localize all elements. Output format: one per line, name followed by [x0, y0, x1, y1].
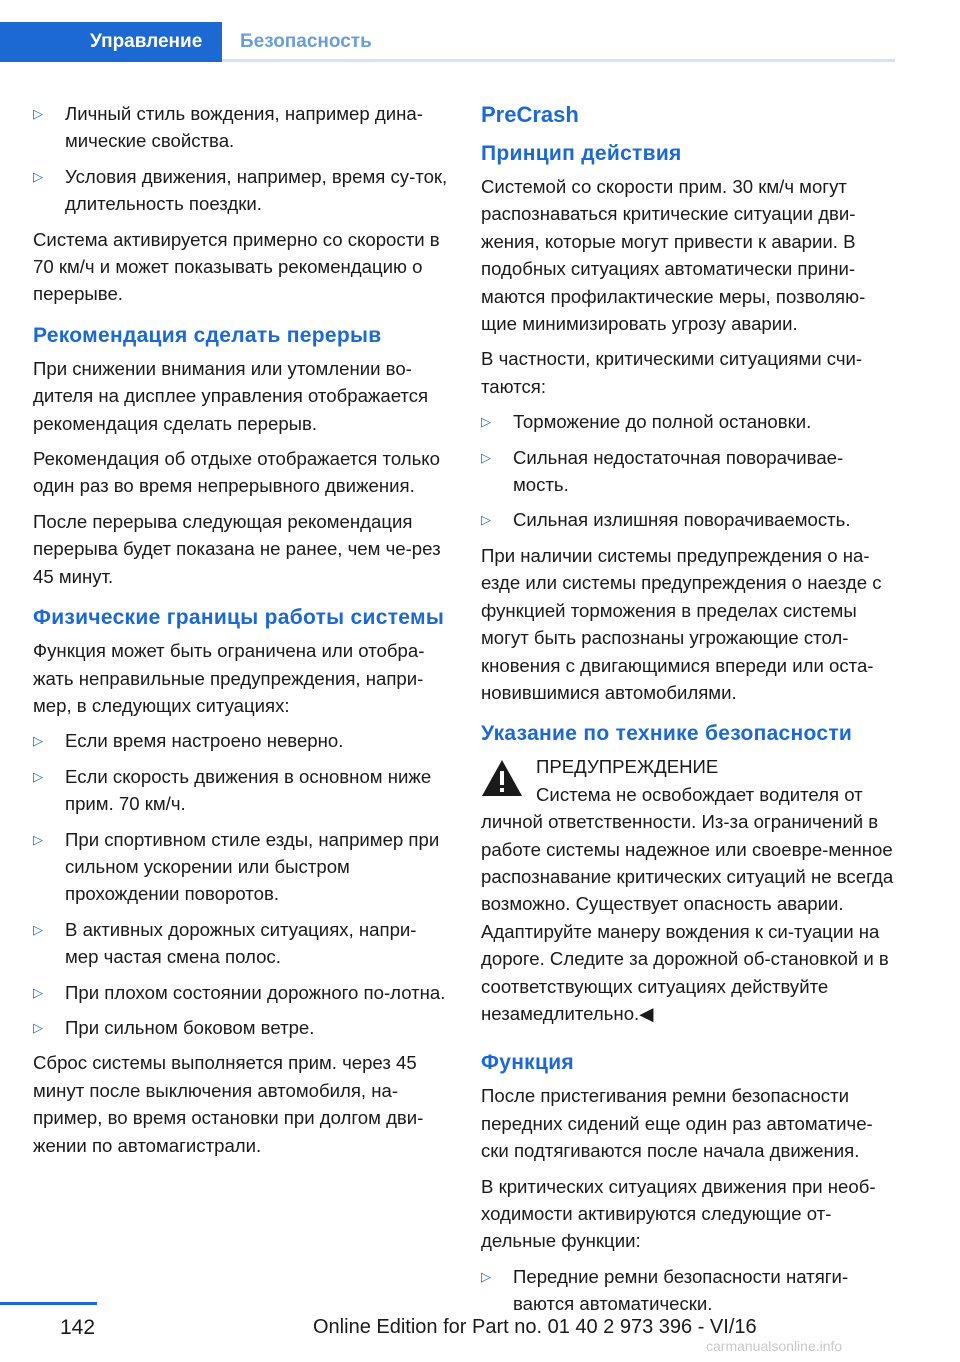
list-item: ▷ При сильном боковом ветре.: [33, 1014, 448, 1041]
intro-list: [33, 100, 448, 218]
paragraph: Функция может быть ограничена или отобра-жать неправильные предупреждения, напри-мер, в следующих ситуациях:: [33, 640, 425, 716]
list-item: ▷ Передние ремни безопасности натяги-ваются автоматически.: [481, 1263, 896, 1318]
heading-principle: Принцип действия: [481, 142, 682, 165]
triangle-right-icon: ▷: [481, 1268, 491, 1284]
paragraph: При наличии системы предупреждения о на-езде или системы предупреждения о наезде с функцией торможения в пределах системы могут быть распознаны угрожающие стол-кновения с двигающимися впереди или оста-новившимися автомобилями.: [481, 544, 882, 703]
paragraph-activation: Система активируется примерно со скорости в 70 км/ч и может показывать рекомендацию о перерыве.: [33, 228, 440, 305]
function-list: [481, 1263, 896, 1318]
heading-function: Функция: [481, 1051, 574, 1075]
section-tab-control: Управление: [0, 22, 222, 62]
page-number: 142: [60, 1316, 96, 1339]
list-item: ▷ При плохом состоянии дорожного по-лотна.: [33, 979, 448, 1006]
triangle-right-icon: ▷: [481, 414, 491, 430]
limits-list: [33, 727, 448, 1041]
triangle-right-icon: ▷: [33, 921, 43, 937]
triangle-right-icon: ▷: [33, 168, 43, 184]
triangle-right-icon: ▷: [33, 831, 43, 847]
triangle-right-icon: ▷: [481, 512, 491, 528]
warning-block: [481, 753, 896, 1027]
list-item: ▷ Если время настроено неверно.: [33, 727, 448, 754]
paragraph: После перерыва следующая рекомендация перерыва будет показана не ранее, чем че-рез 45 минут.: [33, 510, 441, 587]
list-item: ▷ Сильная излишняя поворачиваемость.: [481, 506, 896, 533]
paragraph: После пристегивания ремни безопасности передних сидений еще один раз автоматиче-ски подтягиваются после начала движения.: [481, 1085, 873, 1162]
paragraph: Системой со скорости прим. 30 км/ч могут распознаваться критические ситуации дви-жения, которые могут привести к аварии. В подобных ситуациях автоматически прини-маются профилактические меры, позволяю-щие минимизировать угрозу аварии.: [481, 176, 866, 335]
left-column: [33, 100, 448, 1167]
heading-break-recommendation: Рекомендация сделать перерыв: [33, 323, 382, 347]
warning-title: ПРЕДУПРЕЖДЕНИЕ: [536, 756, 719, 778]
right-column: [481, 100, 896, 1326]
triangle-right-icon: ▷: [33, 984, 43, 1000]
warning-text: Система не освобождает водителя от личной ответственности. Из-за ограничений в работе системы надежное или своевре-менное распознавание критических ситуаций не всегда возможно. Существует опасность аварии. Адаптируйте манеру вождения к си-туации на дороге. Следите за дорожной об-становкой и в соответствующих ситуациях действуйте незамедлительно.◀: [481, 783, 894, 1024]
list-item: ▷ При спортивном стиле езды, например при сильном ускорении или быстром прохождении поворотов.: [33, 826, 448, 908]
list-item: ▷ Торможение до полной остановки.: [481, 408, 896, 435]
triangle-right-icon: ▷: [33, 1019, 43, 1035]
footer-divider: [0, 1302, 97, 1305]
section-tab-safety: Безопасность: [240, 31, 372, 52]
paragraph: В критических ситуациях движения при необ-ходимости активируются следующие от-дельные функции:: [481, 1175, 876, 1252]
list-item: ▷ Сильная недостаточная поворачивае-мость.: [481, 444, 896, 499]
heading-system-limits: Физические границы работы системы: [33, 606, 445, 630]
list-item: ▷ Личный стиль вождения, например дина-мические свойства.: [33, 100, 448, 155]
triangle-right-icon: ▷: [33, 733, 43, 749]
warning-triangle-icon: [481, 759, 523, 797]
critical-situations-list: [481, 408, 896, 534]
edition-note: Online Edition for Part no. 01 40 2 973 396 - VI/16: [313, 1316, 757, 1338]
triangle-right-icon: ▷: [33, 768, 43, 784]
page-header: [0, 22, 895, 62]
triangle-right-icon: ▷: [33, 106, 43, 121]
header-divider: [222, 59, 895, 62]
list-item: ▷ Условия движения, например, время су-ток, длительность поездки.: [33, 163, 448, 218]
paragraph: Рекомендация об отдыхе отображается только один раз во время непрерывного движения.: [33, 448, 440, 497]
heading-safety-note: Указание по технике безопасности: [481, 722, 853, 746]
paragraph: При снижении внимания или утомлении во-дителя на дисплее управления отображается рекомендация сделать перерыв.: [33, 357, 429, 434]
paragraph: В частности, критическими ситуациями счи-таются:: [481, 348, 863, 397]
section-title: PreCrash: [481, 102, 579, 127]
list-item: ▷ В активных дорожных ситуациях, напри-мер частая смена полос.: [33, 916, 448, 971]
triangle-right-icon: ▷: [481, 449, 491, 465]
list-item: ▷ Если скорость движения в основном ниже прим. 70 км/ч.: [33, 763, 448, 818]
paragraph-reset: Сброс системы выполняется прим. через 45 минут после выключения автомобиля, на-пример, во время остановки при долгом дви-жении по автомагистрали.: [33, 1052, 424, 1156]
watermark: carmanualsonline.info: [706, 1338, 843, 1354]
